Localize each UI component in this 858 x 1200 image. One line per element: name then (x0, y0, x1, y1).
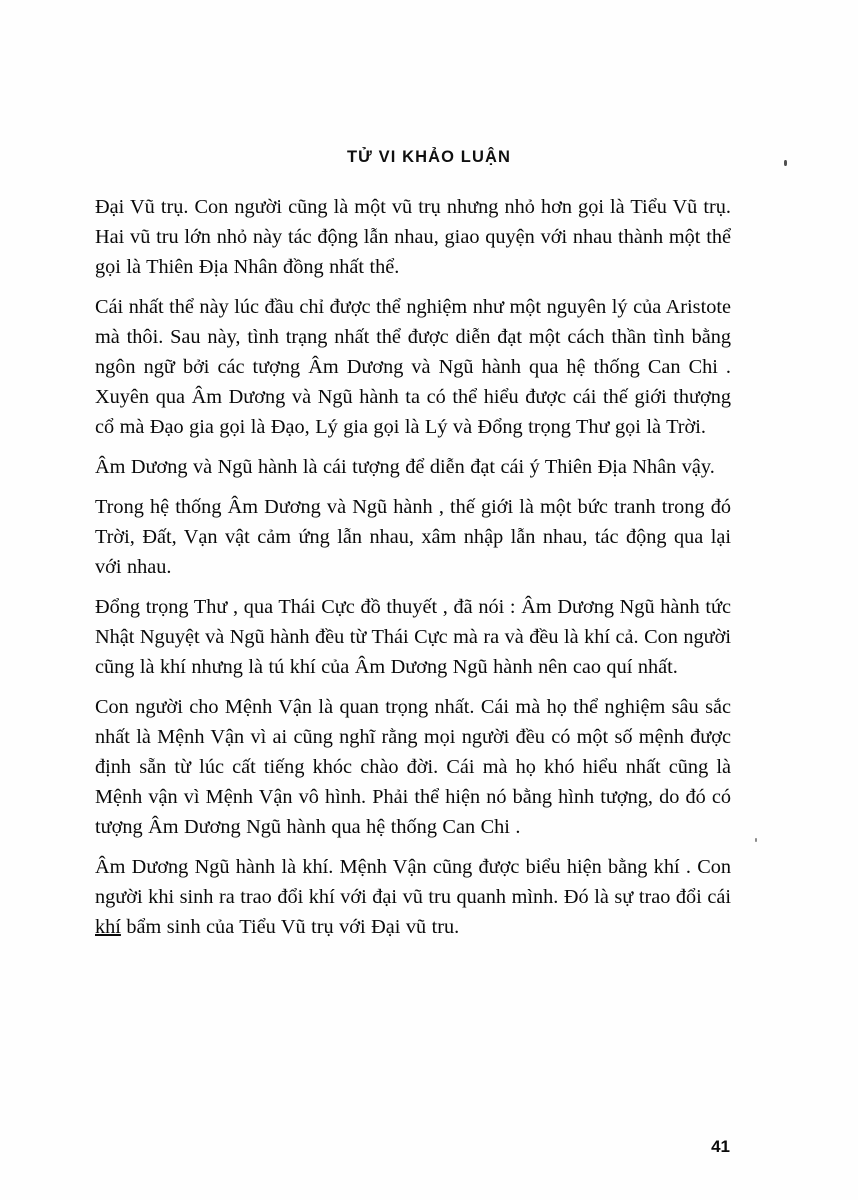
body-text-block (95, 192, 731, 942)
paragraph-4: Trong hệ thống Âm Dương và Ngũ hành , thế giới là một bức tranh trong đó Trời, Đất, Vạn vật cảm ứng lẫn nhau, xâm nhập lẫn nhau, tác động qua lại với nhau. (95, 496, 731, 578)
scan-speck-icon (755, 838, 757, 842)
paragraph-7-part-1: Âm Dương Ngũ hành là khí. Mệnh Vận cũng được biểu hiện bằng khí . Con người khi sinh ra trao đổi khí với đại vũ tru quanh mình. Đó là sự trao đổi cái (95, 856, 731, 908)
paragraph-6: Con người cho Mệnh Vận là quan trọng nhất. Cái mà họ thể nghiệm sâu sắc nhất là Mệnh Vận vì ai cũng nghĩ rằng mọi người đều có một số mệnh được định sẵn từ lúc cất tiếng khóc chào đời. Cái mà họ khó hiểu nhất cũng là Mệnh vận vì Mệnh Vận vô hình. Phải thể hiện nó bằng hình tượng, do đó có tượng Âm Dương Ngũ hành qua hệ thống Can Chi . (95, 696, 731, 838)
running-head: TỬ VI KHẢO LUẬN (346, 148, 512, 166)
paragraph-1: Đại Vũ trụ. Con người cũng là một vũ trụ nhưng nhỏ hơn gọi là Tiểu Vũ trụ. Hai vũ tru lớn nhỏ này tác động lẫn nhau, giao quyện với nhau thành một thể gọi là Thiên Địa Nhân đồng nhất thể. (95, 196, 731, 278)
emphasis-khi: khí (95, 916, 121, 938)
paragraph-7 (95, 852, 731, 942)
paragraph-2: Cái nhất thể này lúc đầu chỉ được thể nghiệm như một nguyên lý của Aristote mà thôi. Sau này, tình trạng nhất thể được diễn đạt một cách thần tình bằng ngôn ngữ bởi các tượng Âm Dương và Ngũ hành qua hệ thống Can Chi . Xuyên qua Âm Dương và Ngũ hành ta có thể hiểu được cái thế giới thượng cổ mà Đạo gia gọi là Đạo, Lý gia gọi là Lý và Đổng trọng Thư gọi là Trời. (95, 296, 731, 438)
paragraph-5: Đổng trọng Thư , qua Thái Cực đồ thuyết , đã nói : Âm Dương Ngũ hành tức Nhật Nguyệt và Ngũ hành đều từ Thái Cực mà ra và đều là khí cả. Con người cũng là khí nhưng là tú khí của Âm Dương Ngũ hành nên cao quí nhất. (95, 596, 731, 678)
paragraph-7-part-2: bẩm sinh của Tiểu Vũ trụ với Đại vũ tru. (120, 916, 460, 938)
paragraph-3: Âm Dương và Ngũ hành là cái tượng để diễn đạt cái ý Thiên Địa Nhân vậy. (95, 456, 715, 478)
page-number: 41 (711, 1137, 730, 1156)
